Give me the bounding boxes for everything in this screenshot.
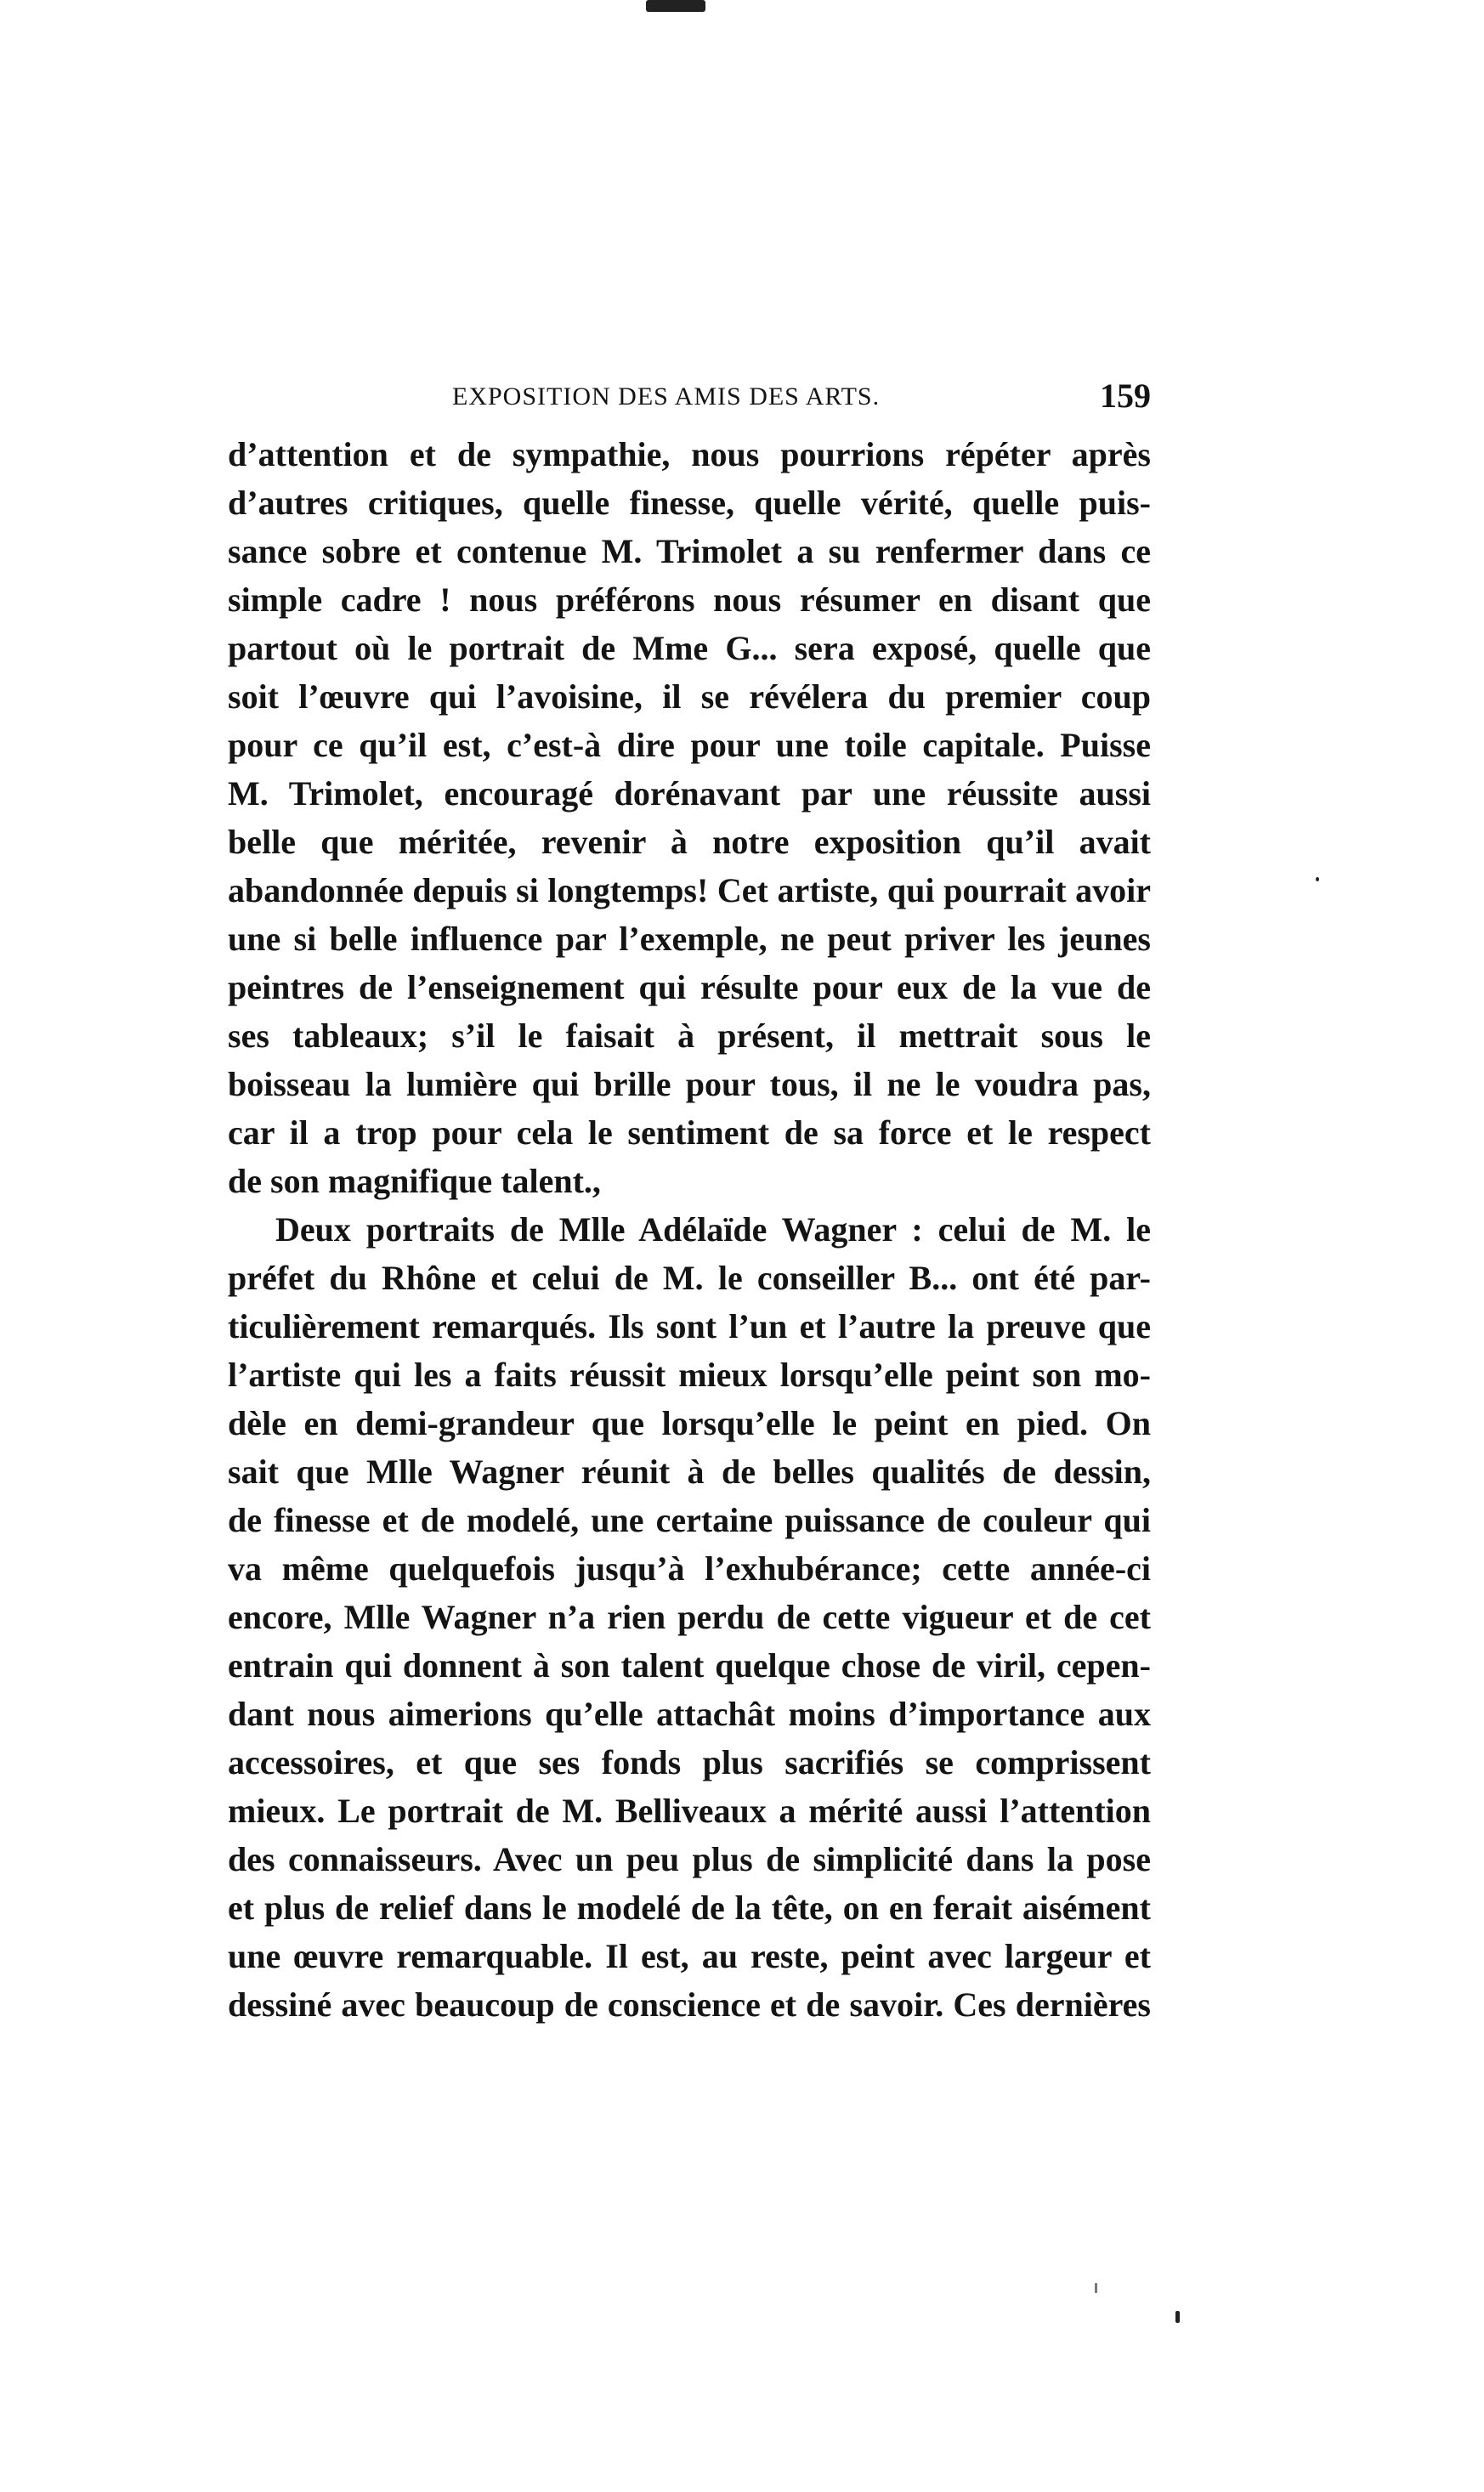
text-line: d’attention et de sympathie, nous pourrions répéter après [228, 435, 1151, 473]
text-line: boisseau la lumière qui brille pour tous, il ne le voudra pas, [228, 1065, 1151, 1103]
text-line: abandonnée depuis si longtemps! Cet artiste, qui pourrait avoir [228, 871, 1151, 909]
text-line: entrain qui donnent à son talent quelque chose de viril, cepen- [228, 1646, 1151, 1685]
text-line: une si belle influence par l’exemple, ne peut priver les jeunes [228, 920, 1151, 958]
text-line: sait que Mlle Wagner réunit à de belles qualités de dessin, [228, 1453, 1151, 1491]
text-line: ses tableaux; s’il le faisait à présent, il mettrait sous le [228, 1017, 1151, 1055]
page-number: 159 [1100, 377, 1151, 415]
text-line: préfet du Rhône et celui de M. le conseiller B... ont été par- [228, 1259, 1151, 1297]
text-line: encore, Mlle Wagner n’a rien perdu de cette vigueur et de cet [228, 1598, 1151, 1636]
text-line: de finesse et de modelé, une certaine puissance de couleur qui [228, 1501, 1151, 1539]
ink-blot [646, 0, 705, 12]
text-line: soit l’œuvre qui l’avoisine, il se révélera du premier coup [228, 677, 1151, 716]
text-line: dessiné avec beaucoup de conscience et de savoir. Ces dernières [228, 1985, 1151, 2024]
scan-speck [1316, 877, 1319, 881]
text-line: une œuvre remarquable. Il est, au reste, peint avec largeur et [228, 1937, 1151, 1975]
text-line: ticulièrement remarqués. Ils sont l’un et l’autre la preuve que [228, 1307, 1151, 1345]
text-line: car il a trop pour cela le sentiment de sa force et le respect [228, 1113, 1151, 1152]
text-line: dant nous aimerions qu’elle attachât moins d’importance aux [228, 1695, 1151, 1733]
scan-speck [1175, 2311, 1180, 2323]
text-line: Deux portraits de Mlle Adélaïde Wagner : celui de M. le [275, 1210, 1151, 1249]
text-line: partout où le portrait de Mme G... sera exposé, quelle que [228, 629, 1151, 667]
text-line: dèle en demi-grandeur que lorsqu’elle le peint en pied. On [228, 1404, 1151, 1442]
body-text [228, 430, 1151, 2029]
text-line: accessoires, et que ses fonds plus sacrifiés se comprissent [228, 1743, 1151, 1781]
text-line: des connaisseurs. Avec un peu plus de simplicité dans la pose [228, 1840, 1151, 1878]
text-line: M. Trimolet, encouragé dorénavant par une réussite aussi [228, 774, 1151, 813]
text-line: sance sobre et contenue M. Trimolet a su renfermer dans ce [228, 532, 1151, 570]
text-line: belle que méritée, revenir à notre exposition qu’il avait [228, 823, 1151, 861]
text-line: va même quelquefois jusqu’à l’exhubérance; cette année-ci [228, 1549, 1151, 1588]
text-line: d’autres critiques, quelle finesse, quelle vérité, quelle puis- [228, 484, 1151, 522]
text-line: peintres de l’enseignement qui résulte pour eux de la vue de [228, 968, 1151, 1006]
text-line: de son magnifique talent., [228, 1162, 601, 1200]
running-head [228, 372, 1151, 423]
running-title: EXPOSITION DES AMIS DES ARTS. [452, 382, 881, 411]
text-line: pour ce qu’il est, c’est-à dire pour une toile capitale. Puisse [228, 726, 1151, 764]
text-line: simple cadre ! nous préférons nous résumer en disant que [228, 581, 1151, 619]
text-line: mieux. Le portrait de M. Belliveaux a mérité aussi l’attention [228, 1792, 1151, 1830]
text-line: l’artiste qui les a faits réussit mieux lorsqu’elle peint son mo- [228, 1356, 1151, 1394]
text-line: et plus de relief dans le modelé de la tête, on en ferait aisément [228, 1889, 1151, 1927]
scan-speck [1095, 2283, 1097, 2293]
